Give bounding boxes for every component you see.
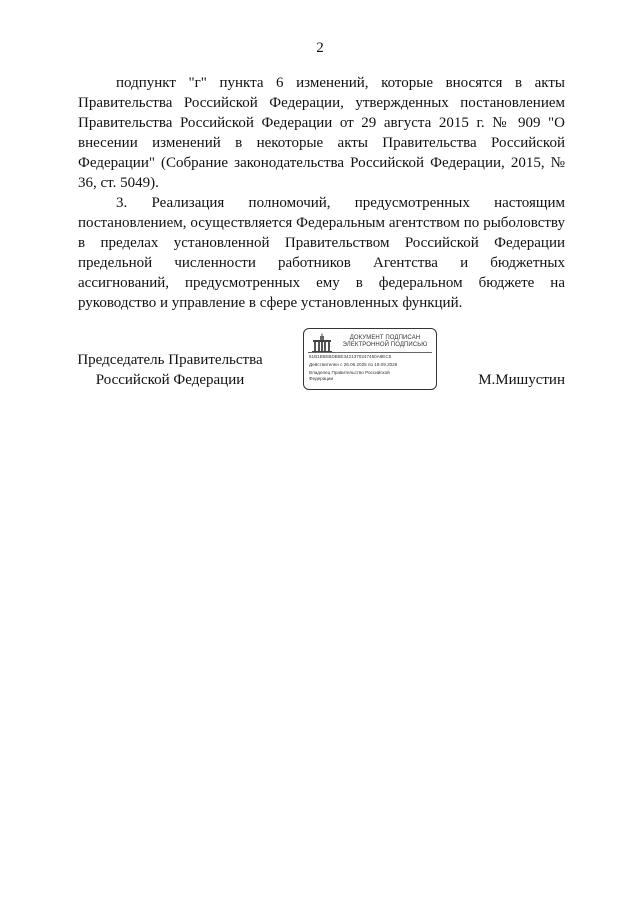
- signature-block: [0, 328, 640, 398]
- stamp-owner-line2: Федерации: [309, 376, 334, 381]
- paragraph-subpoint: подпункт "г" пункта 6 изменений, которые вносятся в акты Правительства Российской Федерации, утвержденных постановлением Правительства Российской Федерации от 29 августа 2015 г. № 909 "О внесении изменений в некоторые акты Правительства Российской Федерации" (Собрание законодательства Российской Федерации, 2015, № 36, ст. 5049).: [78, 75, 565, 191]
- electronic-signature-stamp: [303, 328, 437, 390]
- paragraph-3-implementation: 3. Реализация полномочий, предусмотренных настоящим постановлением, осуществляется Федеральным агентством по рыболовству в пределах установленной Правительством Российской Федерации предельной численности работников Агентства и бюджетных ассигнований, предусмотренных ему в федеральном бюджете на руководство и управление в сфере установленных функций.: [78, 195, 565, 311]
- page-number: 2: [316, 40, 324, 56]
- stamp-validity: Действителен с 26.06.2025 по 19.09.2026: [309, 362, 398, 367]
- stamp-certificate: 51B1B6EBDB6E3421370247450A9EC5: [309, 354, 392, 359]
- document-body: [78, 73, 565, 313]
- signer-name: М.Мишустин: [478, 372, 565, 388]
- stamp-owner-line1: Владелец Правительство Российской: [309, 370, 390, 375]
- stamp-divider: [308, 352, 432, 353]
- stamp-title-line1: ДОКУМЕНТ ПОДПИСАН: [349, 335, 421, 341]
- stamp-title: [336, 335, 434, 349]
- signer-position: [70, 350, 270, 390]
- signer-position-line2: Российской Федерации: [95, 372, 245, 388]
- signer-position-line1: Председатель Правительства: [77, 352, 263, 368]
- stamp-title-line2: ЭЛЕКТРОННОЙ ПОДПИСЬЮ: [342, 342, 428, 348]
